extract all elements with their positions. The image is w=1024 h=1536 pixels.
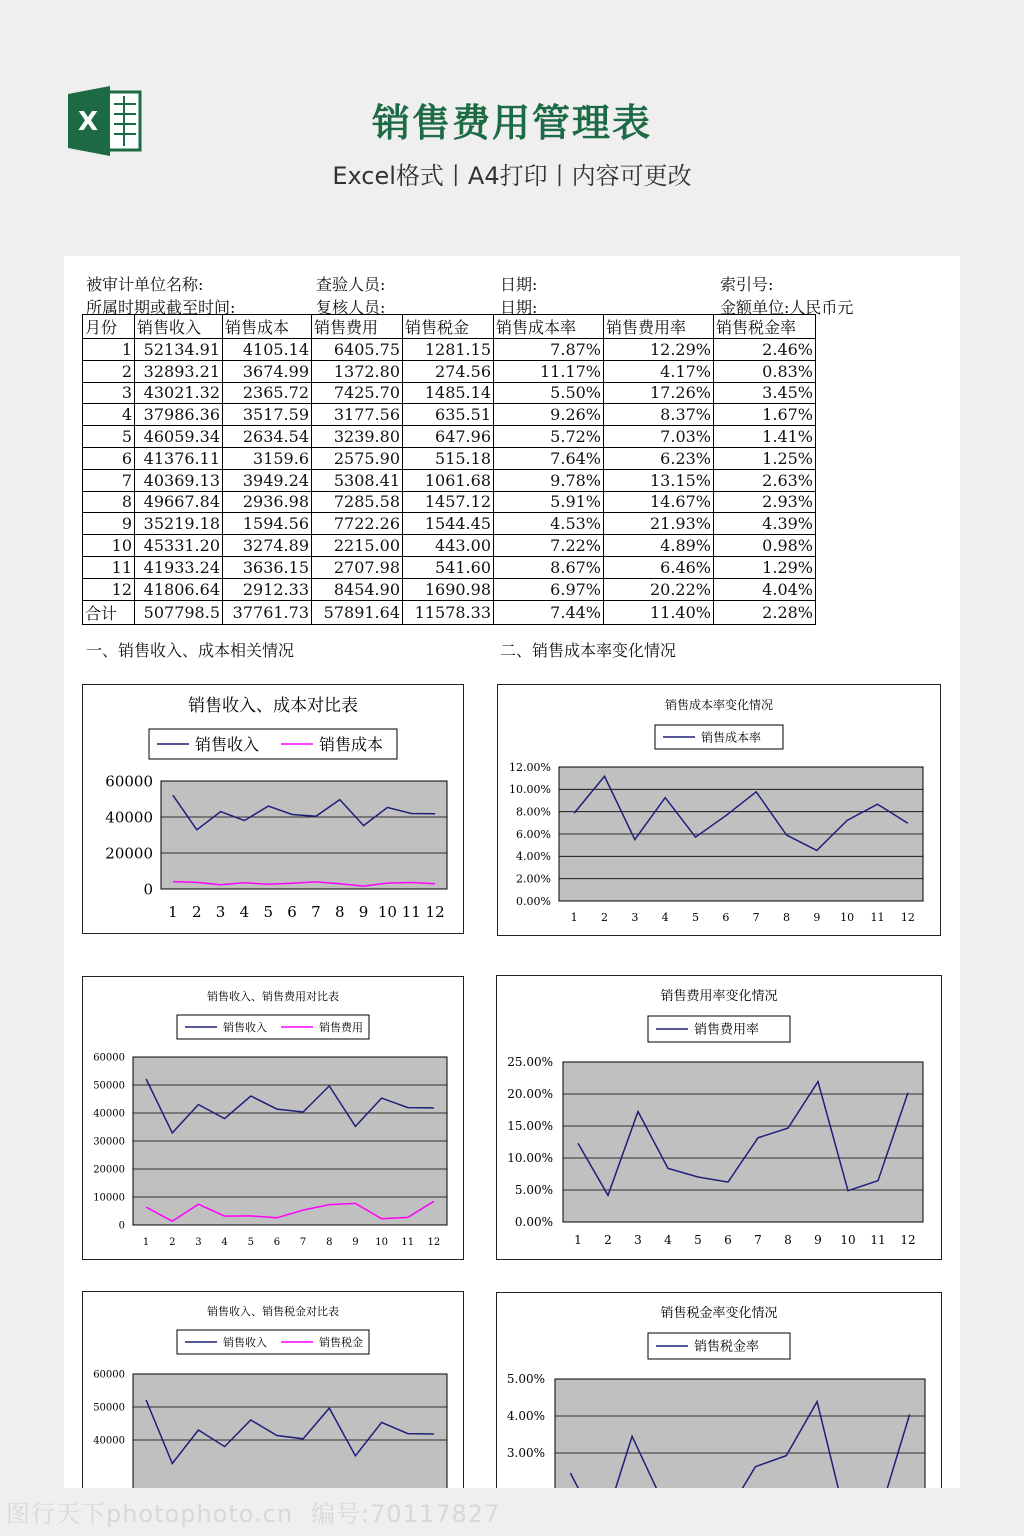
table-cell: 1372.80 (312, 360, 403, 382)
y-tick-label: 20000 (105, 844, 153, 863)
chart-title: 销售税金率变化情况 (660, 1306, 778, 1321)
table-cell: 6.23% (604, 447, 714, 469)
x-tick-label: 1 (574, 1233, 582, 1247)
table-cell: 9.78% (494, 469, 604, 491)
x-tick-label: 7 (754, 1233, 762, 1247)
table-cell: 7.03% (604, 426, 714, 448)
column-header: 销售费用率 (604, 315, 714, 339)
table-cell: 45331.20 (135, 535, 223, 557)
table-cell: 1594.56 (223, 513, 312, 535)
legend-label: 销售税金率 (694, 1339, 760, 1355)
table-cell: 3517.59 (223, 404, 312, 426)
x-tick-label: 3 (631, 911, 639, 924)
table-cell: 12.29% (604, 339, 714, 361)
table-cell: 3159.6 (223, 447, 312, 469)
table-cell: 1690.98 (403, 578, 494, 600)
table-cell: 37986.36 (135, 404, 223, 426)
x-tick-label: 3 (215, 903, 226, 921)
x-tick-label: 4 (664, 1233, 672, 1247)
table-cell: 2707.98 (312, 556, 403, 578)
table-cell: 2.46% (714, 339, 816, 361)
x-tick-label: 8 (784, 1233, 792, 1247)
y-tick-label: 0.00% (516, 894, 551, 908)
x-tick-label: 6 (273, 1237, 281, 1248)
x-tick-label: 2 (169, 1237, 176, 1248)
table-cell: 17.26% (604, 382, 714, 404)
table-cell: 1.25% (714, 447, 816, 469)
table-cell: 5 (83, 426, 135, 448)
x-tick-label: 3 (195, 1237, 202, 1248)
table-cell: 41933.24 (135, 556, 223, 578)
table-row (83, 513, 816, 535)
table-cell: 2936.98 (223, 491, 312, 513)
table-cell: 1457.12 (403, 491, 494, 513)
y-tick-label: 30000 (93, 1136, 125, 1148)
table-cell: 7 (83, 469, 135, 491)
x-tick-label: 2 (601, 911, 608, 924)
section-left-title: 一、销售收入、成本相关情况 (86, 641, 295, 660)
table-cell: 9.26% (494, 404, 604, 426)
table-cell: 2575.90 (312, 447, 403, 469)
watermark-code: 编号:70117827 (311, 1500, 501, 1528)
table-cell: 2.93% (714, 491, 816, 513)
table-cell: 4.17% (604, 360, 714, 382)
x-tick-label: 12 (900, 1233, 916, 1247)
table-cell: 0.83% (714, 360, 816, 382)
x-tick-label: 9 (814, 1233, 822, 1247)
y-tick-label: 2.00% (516, 872, 551, 886)
x-tick-label: 1 (168, 903, 178, 921)
x-tick-label: 6 (722, 911, 730, 924)
chart-tax-rate (496, 1292, 942, 1488)
x-tick-label: 4 (239, 903, 250, 921)
y-tick-label: 20.00% (507, 1087, 553, 1102)
page-title: 销售费用管理表 (371, 101, 652, 145)
x-tick-label: 11 (401, 1237, 415, 1248)
x-tick-label: 6 (287, 903, 297, 921)
y-tick-label: 10.00% (509, 783, 551, 797)
table-cell: 5.91% (494, 491, 604, 513)
checker-label: 查验人员: (316, 275, 386, 294)
table-cell: 1.41% (714, 426, 816, 448)
currency-unit-label: 金额单位:人民币元 (720, 298, 854, 317)
reviewer-label: 复核人员: (316, 298, 386, 317)
table-cell: 57891.64 (312, 600, 403, 624)
table-cell: 41806.64 (135, 578, 223, 600)
table-cell: 4105.14 (223, 339, 312, 361)
x-tick-label: 8 (783, 911, 790, 924)
x-tick-label: 5 (263, 903, 274, 921)
table-cell: 635.51 (403, 404, 494, 426)
y-tick-label: 15.00% (507, 1119, 553, 1134)
table-cell: 2365.72 (223, 382, 312, 404)
chart-title: 销售收入、销售费用对比表 (207, 990, 339, 1003)
table-cell: 507798.5 (135, 600, 223, 624)
chart-expense-rate (496, 975, 942, 1260)
table-cell: 49667.84 (135, 491, 223, 513)
table-cell: 6.46% (604, 556, 714, 578)
watermark-site: 图行天下photophoto.cn (6, 1500, 294, 1528)
y-tick-label: 40000 (93, 1108, 125, 1120)
x-tick-label: 10 (375, 1237, 388, 1248)
x-tick-label: 7 (311, 903, 321, 921)
table-cell: 2 (83, 360, 135, 382)
column-header: 销售收入 (135, 315, 223, 339)
chart-title: 销售收入、销售税金对比表 (207, 1305, 339, 1318)
y-tick-label: 3.00% (506, 1446, 545, 1461)
x-tick-label: 3 (634, 1233, 642, 1247)
page-subtitle: Excel格式丨A4打印丨内容可更改 (332, 162, 692, 190)
table-cell: 合计 (83, 600, 135, 624)
table-cell: 1281.15 (403, 339, 494, 361)
table-cell: 11578.33 (403, 600, 494, 624)
x-tick-label: 9 (352, 1237, 359, 1248)
table-cell: 14.67% (604, 491, 714, 513)
plot-area (161, 781, 447, 889)
table-row (83, 360, 816, 382)
x-tick-label: 10 (840, 911, 855, 924)
legend-label: 销售费用率 (694, 1022, 760, 1038)
legend-label: 销售收入 (223, 1020, 267, 1034)
y-tick-label: 0.00% (514, 1215, 553, 1230)
y-tick-label: 25.00% (507, 1055, 553, 1070)
table-row (83, 426, 816, 448)
table-row (83, 404, 816, 426)
index-number-label: 索引号: (720, 275, 774, 294)
table-cell: 10 (83, 535, 135, 557)
table-cell: 647.96 (403, 426, 494, 448)
table-cell: 7.44% (494, 600, 604, 624)
table-cell: 12 (83, 578, 135, 600)
y-tick-label: 60000 (105, 772, 153, 791)
table-row (83, 491, 816, 513)
y-tick-label: 60000 (93, 1369, 125, 1381)
chart-cost-rate (497, 684, 941, 936)
x-tick-label: 6 (724, 1233, 732, 1247)
y-tick-label: 4.00% (506, 1409, 545, 1424)
table-cell: 43021.32 (135, 382, 223, 404)
table-cell: 7.64% (494, 447, 604, 469)
table-row (83, 469, 816, 491)
spreadsheet-page (64, 256, 960, 1488)
x-tick-label: 5 (247, 1237, 254, 1248)
table-cell: 3949.24 (223, 469, 312, 491)
table-cell: 1.67% (714, 404, 816, 426)
table-cell: 0.98% (714, 535, 816, 557)
y-tick-label: 50000 (93, 1402, 125, 1414)
section-right-title: 二、销售成本率变化情况 (500, 641, 677, 660)
table-cell: 1.29% (714, 556, 816, 578)
y-tick-label: 5.00% (506, 1372, 545, 1387)
table-cell: 3 (83, 382, 135, 404)
x-tick-label: 7 (752, 911, 760, 924)
audit-unit-label: 被审计单位名称: (86, 275, 204, 294)
table-cell: 3239.80 (312, 426, 403, 448)
x-tick-label: 2 (604, 1233, 612, 1247)
plot-area (555, 1379, 925, 1488)
x-tick-label: 5 (694, 1233, 702, 1247)
table-cell: 2912.33 (223, 578, 312, 600)
y-tick-label: 8.00% (516, 805, 551, 819)
total-row (83, 600, 816, 624)
plot-area (563, 1062, 923, 1222)
table-cell: 8.67% (494, 556, 604, 578)
table-cell: 7722.26 (312, 513, 403, 535)
table-cell: 1 (83, 339, 135, 361)
table-cell: 8 (83, 491, 135, 513)
y-tick-label: 20000 (93, 1164, 125, 1176)
table-cell: 541.60 (403, 556, 494, 578)
legend-label: 销售收入 (223, 1335, 267, 1349)
table-cell: 7.22% (494, 535, 604, 557)
x-tick-label: 5 (692, 911, 699, 924)
y-tick-label: 5.00% (514, 1183, 553, 1198)
table-cell: 3274.89 (223, 535, 312, 557)
table-cell: 11.17% (494, 360, 604, 382)
y-tick-label: 12.00% (509, 760, 551, 774)
column-header: 销售税金率 (714, 315, 816, 339)
x-tick-label: 7 (299, 1237, 307, 1248)
y-tick-label: 40000 (93, 1435, 125, 1447)
table-header-row (83, 315, 816, 339)
period-label: 所属时期或截至时间: (86, 298, 236, 317)
table-cell: 8.37% (604, 404, 714, 426)
table-cell: 52134.91 (135, 339, 223, 361)
column-header: 销售费用 (312, 315, 403, 339)
legend-label: 销售费用 (319, 1020, 363, 1034)
table-cell: 6405.75 (312, 339, 403, 361)
table-cell: 6 (83, 447, 135, 469)
date-label-1: 日期: (500, 275, 538, 294)
legend-label: 销售收入 (195, 734, 260, 754)
table-row (83, 339, 816, 361)
table-cell: 20.22% (604, 578, 714, 600)
x-tick-label: 12 (427, 1237, 441, 1248)
table-cell: 443.00 (403, 535, 494, 557)
column-header: 销售成本率 (494, 315, 604, 339)
chart-revenue-expense (82, 976, 464, 1260)
y-tick-label: 4.00% (516, 850, 551, 864)
table-cell: 2.63% (714, 469, 816, 491)
watermark (6, 1494, 500, 1529)
table-cell: 40369.13 (135, 469, 223, 491)
table-cell: 1485.14 (403, 382, 494, 404)
table-cell: 21.93% (604, 513, 714, 535)
table-cell: 46059.34 (135, 426, 223, 448)
table-row (83, 535, 816, 557)
x-tick-label: 11 (870, 911, 885, 924)
table-cell: 5308.41 (312, 469, 403, 491)
table-cell: 3636.15 (223, 556, 312, 578)
y-tick-label: 40000 (105, 808, 153, 827)
table-cell: 7285.58 (312, 491, 403, 513)
table-cell: 515.18 (403, 447, 494, 469)
table-cell: 5.72% (494, 426, 604, 448)
y-tick-label: 0 (118, 1220, 125, 1232)
table-cell: 41376.11 (135, 447, 223, 469)
table-cell: 37761.73 (223, 600, 312, 624)
y-tick-label: 6.00% (516, 827, 551, 841)
y-tick-label: 60000 (93, 1052, 125, 1064)
table-cell: 11.40% (604, 600, 714, 624)
table-cell: 4.89% (604, 535, 714, 557)
table-cell: 32893.21 (135, 360, 223, 382)
sales-expense-table (82, 314, 816, 625)
table-cell: 2634.54 (223, 426, 312, 448)
chart-revenue-tax (82, 1291, 464, 1488)
excel-logo-letter: X (77, 107, 99, 137)
table-cell: 7425.70 (312, 382, 403, 404)
chart-title: 销售费用率变化情况 (660, 989, 778, 1004)
y-tick-label: 0 (143, 880, 153, 899)
table-cell: 35219.18 (135, 513, 223, 535)
x-tick-label: 12 (425, 903, 445, 921)
x-tick-label: 4 (221, 1237, 228, 1248)
date-label-2: 日期: (500, 298, 538, 317)
table-cell: 9 (83, 513, 135, 535)
legend-label: 销售成本 (319, 734, 384, 754)
table-cell: 1061.68 (403, 469, 494, 491)
table-cell: 4.39% (714, 513, 816, 535)
table-cell: 8454.90 (312, 578, 403, 600)
x-tick-label: 9 (813, 911, 821, 924)
table-cell: 274.56 (403, 360, 494, 382)
table-cell: 4 (83, 404, 135, 426)
x-tick-label: 9 (358, 903, 369, 921)
table-cell: 2.28% (714, 600, 816, 624)
table-row (83, 382, 816, 404)
x-tick-label: 11 (870, 1233, 886, 1247)
x-tick-label: 11 (401, 903, 421, 921)
table-cell: 4.04% (714, 578, 816, 600)
table-cell: 2215.00 (312, 535, 403, 557)
chart-revenue-cost (82, 684, 464, 934)
chart-title: 销售收入、成本对比表 (188, 696, 358, 716)
y-tick-label: 10.00% (507, 1151, 553, 1166)
x-tick-label: 8 (326, 1237, 333, 1248)
table-row (83, 578, 816, 600)
column-header: 销售成本 (223, 315, 312, 339)
x-tick-label: 10 (377, 903, 397, 921)
table-cell: 3.45% (714, 382, 816, 404)
x-tick-label: 1 (570, 911, 578, 924)
table-cell: 3674.99 (223, 360, 312, 382)
column-header: 销售税金 (403, 315, 494, 339)
x-tick-label: 10 (840, 1233, 856, 1247)
x-tick-label: 1 (142, 1237, 150, 1248)
table-cell: 4.53% (494, 513, 604, 535)
table-cell: 11 (83, 556, 135, 578)
chart-title: 销售成本率变化情况 (664, 698, 774, 712)
table-row (83, 447, 816, 469)
table-cell: 3177.56 (312, 404, 403, 426)
legend-label: 销售税金 (319, 1335, 363, 1349)
y-tick-label: 50000 (93, 1080, 125, 1092)
legend-label: 销售成本率 (701, 730, 762, 745)
x-tick-label: 8 (334, 903, 345, 921)
table-cell: 13.15% (604, 469, 714, 491)
x-tick-label: 2 (191, 903, 202, 921)
x-tick-label: 12 (900, 911, 915, 924)
table-row (83, 556, 816, 578)
column-header: 月份 (83, 315, 135, 339)
table-cell: 1544.45 (403, 513, 494, 535)
table-cell: 6.97% (494, 578, 604, 600)
table-cell: 5.50% (494, 382, 604, 404)
table-cell: 7.87% (494, 339, 604, 361)
y-tick-label: 10000 (93, 1192, 125, 1204)
x-tick-label: 4 (661, 911, 669, 924)
